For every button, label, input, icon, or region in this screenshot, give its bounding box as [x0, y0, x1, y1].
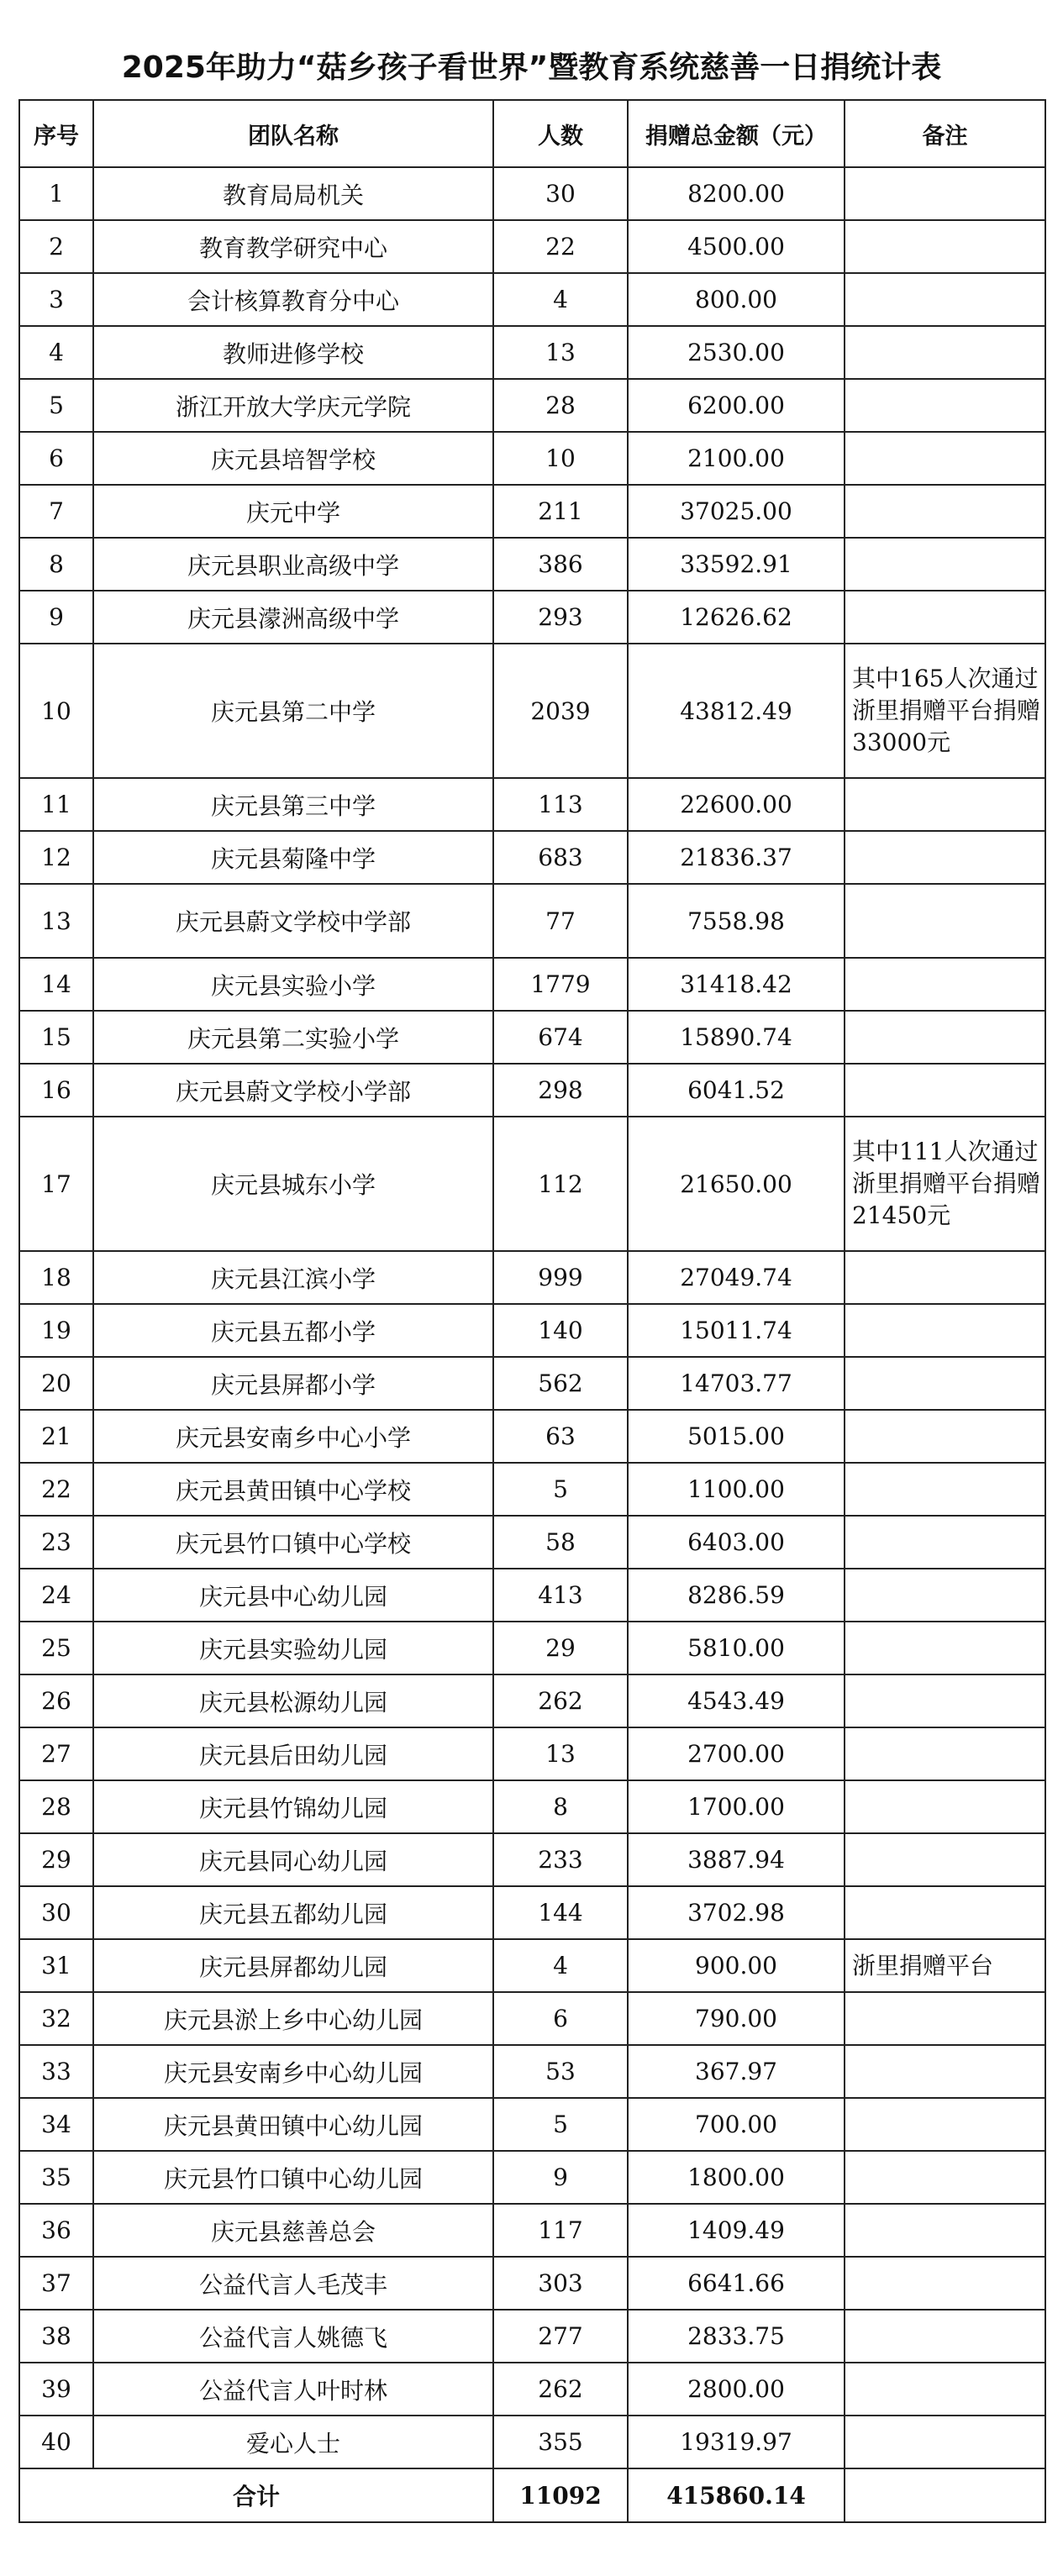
table-row [19, 1569, 1045, 1622]
row-index-cell: 8 [19, 538, 93, 591]
row-team-name-cell: 庆元县慈善总会 [93, 2204, 493, 2257]
row-amount-cell: 31418.42 [628, 958, 845, 1011]
header-people: 人数 [493, 100, 628, 167]
table-row [19, 379, 1045, 432]
row-amount-cell: 22600.00 [628, 778, 845, 831]
row-amount-cell: 3702.98 [628, 1886, 845, 1939]
row-index-cell: 24 [19, 1569, 93, 1622]
row-team-name-cell: 庆元县淤上乡中心幼儿园 [93, 1992, 493, 2045]
row-index-cell: 3 [19, 273, 93, 326]
table-row [19, 273, 1045, 326]
header-amount: 捐赠总金额（元） [628, 100, 845, 167]
row-people-cell: 562 [493, 1357, 628, 1410]
table-row [19, 884, 1045, 958]
row-amount-cell: 37025.00 [628, 485, 845, 538]
row-note-cell [845, 1304, 1045, 1357]
row-amount-cell: 7558.98 [628, 884, 845, 958]
row-team-name-cell: 庆元县安南乡中心幼儿园 [93, 2045, 493, 2098]
row-team-name-cell: 庆元县第二中学 [93, 644, 493, 778]
row-people-cell: 4 [493, 273, 628, 326]
row-team-name-cell: 庆元中学 [93, 485, 493, 538]
row-note-cell [845, 1516, 1045, 1569]
row-people-cell: 277 [493, 2310, 628, 2363]
row-note-cell [845, 1833, 1045, 1886]
row-amount-cell: 367.97 [628, 2045, 845, 2098]
row-amount-cell: 5015.00 [628, 1410, 845, 1463]
row-people-cell: 117 [493, 2204, 628, 2257]
row-note-cell [845, 884, 1045, 958]
row-team-name-cell: 公益代言人叶时林 [93, 2363, 493, 2416]
row-note-cell [845, 1569, 1045, 1622]
row-people-cell: 8 [493, 1780, 628, 1833]
row-team-name-cell: 庆元县第二实验小学 [93, 1011, 493, 1064]
row-index-cell: 22 [19, 1463, 93, 1516]
row-note-cell [845, 432, 1045, 485]
row-index-cell: 23 [19, 1516, 93, 1569]
row-amount-cell: 700.00 [628, 2098, 845, 2151]
row-team-name-cell: 公益代言人姚德飞 [93, 2310, 493, 2363]
row-note-cell [845, 326, 1045, 379]
row-note-cell [845, 1064, 1045, 1117]
row-people-cell: 298 [493, 1064, 628, 1117]
row-index-cell: 7 [19, 485, 93, 538]
row-index-cell: 36 [19, 2204, 93, 2257]
row-amount-cell: 4543.49 [628, 1674, 845, 1727]
table-row [19, 1463, 1045, 1516]
row-people-cell: 4 [493, 1939, 628, 1992]
row-index-cell: 35 [19, 2151, 93, 2204]
table-row [19, 778, 1045, 831]
row-index-cell: 28 [19, 1780, 93, 1833]
row-note-cell [845, 1727, 1045, 1780]
row-index-cell: 2 [19, 220, 93, 273]
row-team-name-cell: 庆元县屏都幼儿园 [93, 1939, 493, 1992]
total-label: 合计 [19, 2468, 493, 2522]
row-index-cell: 10 [19, 644, 93, 778]
row-people-cell: 5 [493, 2098, 628, 2151]
row-people-cell: 53 [493, 2045, 628, 2098]
row-people-cell: 10 [493, 432, 628, 485]
table-row [19, 1251, 1045, 1304]
row-note-cell [845, 2098, 1045, 2151]
row-people-cell: 22 [493, 220, 628, 273]
header-team-name: 团队名称 [93, 100, 493, 167]
row-index-cell: 5 [19, 379, 93, 432]
row-index-cell: 16 [19, 1064, 93, 1117]
header-index: 序号 [19, 100, 93, 167]
row-note-cell [845, 2363, 1045, 2416]
table-row [19, 644, 1045, 778]
table-row [19, 220, 1045, 273]
row-people-cell: 262 [493, 1674, 628, 1727]
row-amount-cell: 900.00 [628, 1939, 845, 1992]
row-index-cell: 9 [19, 591, 93, 644]
row-team-name-cell: 庆元县职业高级中学 [93, 538, 493, 591]
row-people-cell: 113 [493, 778, 628, 831]
header-note: 备注 [845, 100, 1045, 167]
row-team-name-cell: 庆元县城东小学 [93, 1117, 493, 1251]
row-amount-cell: 800.00 [628, 273, 845, 326]
row-note-cell [845, 1622, 1045, 1674]
row-index-cell: 15 [19, 1011, 93, 1064]
row-amount-cell: 1800.00 [628, 2151, 845, 2204]
row-team-name-cell: 庆元县蔚文学校中学部 [93, 884, 493, 958]
table-row [19, 2045, 1045, 2098]
row-note-cell [845, 379, 1045, 432]
row-index-cell: 14 [19, 958, 93, 1011]
row-people-cell: 233 [493, 1833, 628, 1886]
row-note-cell [845, 273, 1045, 326]
row-amount-cell: 1700.00 [628, 1780, 845, 1833]
row-note-cell [845, 1886, 1045, 1939]
row-team-name-cell: 庆元县五都幼儿园 [93, 1886, 493, 1939]
row-amount-cell: 2530.00 [628, 326, 845, 379]
row-team-name-cell: 庆元县五都小学 [93, 1304, 493, 1357]
row-team-name-cell: 公益代言人毛茂丰 [93, 2257, 493, 2310]
table-row [19, 1992, 1045, 2045]
row-people-cell: 5 [493, 1463, 628, 1516]
row-amount-cell: 8200.00 [628, 167, 845, 220]
row-team-name-cell: 庆元县黄田镇中心学校 [93, 1463, 493, 1516]
row-people-cell: 293 [493, 591, 628, 644]
row-note-cell [845, 2204, 1045, 2257]
row-amount-cell: 15011.74 [628, 1304, 845, 1357]
row-index-cell: 11 [19, 778, 93, 831]
table-row [19, 167, 1045, 220]
row-people-cell: 13 [493, 326, 628, 379]
row-index-cell: 25 [19, 1622, 93, 1674]
row-note-cell [845, 958, 1045, 1011]
table-row [19, 1622, 1045, 1674]
table-row [19, 1833, 1045, 1886]
total-row [19, 2468, 1045, 2522]
row-people-cell: 211 [493, 485, 628, 538]
row-people-cell: 303 [493, 2257, 628, 2310]
table-row [19, 1674, 1045, 1727]
row-people-cell: 674 [493, 1011, 628, 1064]
row-people-cell: 9 [493, 2151, 628, 2204]
row-index-cell: 26 [19, 1674, 93, 1727]
row-team-name-cell: 庆元县竹口镇中心幼儿园 [93, 2151, 493, 2204]
row-amount-cell: 2833.75 [628, 2310, 845, 2363]
row-index-cell: 39 [19, 2363, 93, 2416]
document-title: 2025年助力“菇乡孩子看世界”暨教育系统慈善一日捐统计表 [121, 50, 942, 85]
table-row [19, 591, 1045, 644]
table-row [19, 958, 1045, 1011]
row-people-cell: 58 [493, 1516, 628, 1569]
row-note-cell [845, 2416, 1045, 2468]
row-people-cell: 63 [493, 1410, 628, 1463]
row-team-name-cell: 浙江开放大学庆元学院 [93, 379, 493, 432]
row-amount-cell: 5810.00 [628, 1622, 845, 1674]
row-note-cell [845, 1251, 1045, 1304]
table-row [19, 1064, 1045, 1117]
row-amount-cell: 2100.00 [628, 432, 845, 485]
table-row [19, 1410, 1045, 1463]
row-note-cell [845, 1780, 1045, 1833]
row-note-cell [845, 167, 1045, 220]
row-index-cell: 6 [19, 432, 93, 485]
row-people-cell: 413 [493, 1569, 628, 1622]
row-amount-cell: 21650.00 [628, 1117, 845, 1251]
table-row [19, 1516, 1045, 1569]
row-team-name-cell: 庆元县松源幼儿园 [93, 1674, 493, 1727]
row-amount-cell: 6041.52 [628, 1064, 845, 1117]
total-people: 11092 [493, 2468, 628, 2522]
row-amount-cell: 2800.00 [628, 2363, 845, 2416]
row-people-cell: 112 [493, 1117, 628, 1251]
row-team-name-cell: 庆元县同心幼儿园 [93, 1833, 493, 1886]
row-index-cell: 32 [19, 1992, 93, 2045]
row-note-cell [845, 2045, 1045, 2098]
table-row [19, 2416, 1045, 2468]
row-team-name-cell: 庆元县安南乡中心小学 [93, 1410, 493, 1463]
table-row [19, 1357, 1045, 1410]
total-amount: 415860.14 [628, 2468, 845, 2522]
row-amount-cell: 790.00 [628, 1992, 845, 2045]
row-note-cell [845, 1410, 1045, 1463]
row-amount-cell: 1100.00 [628, 1463, 845, 1516]
row-note-cell [845, 2310, 1045, 2363]
row-team-name-cell: 庆元县实验幼儿园 [93, 1622, 493, 1674]
row-index-cell: 27 [19, 1727, 93, 1780]
row-amount-cell: 8286.59 [628, 1569, 845, 1622]
table-row [19, 485, 1045, 538]
row-team-name-cell: 庆元县黄田镇中心幼儿园 [93, 2098, 493, 2151]
row-index-cell: 13 [19, 884, 93, 958]
row-amount-cell: 14703.77 [628, 1357, 845, 1410]
row-team-name-cell: 庆元县竹口镇中心学校 [93, 1516, 493, 1569]
row-index-cell: 31 [19, 1939, 93, 1992]
row-index-cell: 34 [19, 2098, 93, 2151]
row-amount-cell: 3887.94 [628, 1833, 845, 1886]
table-row [19, 1727, 1045, 1780]
row-index-cell: 20 [19, 1357, 93, 1410]
table-body [19, 167, 1045, 2468]
row-people-cell: 2039 [493, 644, 628, 778]
row-people-cell: 13 [493, 1727, 628, 1780]
row-team-name-cell: 教育局局机关 [93, 167, 493, 220]
row-index-cell: 40 [19, 2416, 93, 2468]
row-team-name-cell: 教师进修学校 [93, 326, 493, 379]
row-people-cell: 30 [493, 167, 628, 220]
row-index-cell: 33 [19, 2045, 93, 2098]
table-header-row [19, 100, 1045, 167]
row-team-name-cell: 庆元县屏都小学 [93, 1357, 493, 1410]
row-people-cell: 29 [493, 1622, 628, 1674]
table-row [19, 1780, 1045, 1833]
row-people-cell: 1779 [493, 958, 628, 1011]
row-people-cell: 999 [493, 1251, 628, 1304]
row-team-name-cell: 会计核算教育分中心 [93, 273, 493, 326]
row-note-cell [845, 1011, 1045, 1064]
row-people-cell: 386 [493, 538, 628, 591]
row-amount-cell: 6641.66 [628, 2257, 845, 2310]
row-amount-cell: 43812.49 [628, 644, 845, 778]
total-note [845, 2468, 1045, 2522]
row-team-name-cell: 庆元县蔚文学校小学部 [93, 1064, 493, 1117]
table-row [19, 2310, 1045, 2363]
table-row [19, 2204, 1045, 2257]
table-row [19, 831, 1045, 884]
row-note-cell [845, 538, 1045, 591]
row-amount-cell: 4500.00 [628, 220, 845, 273]
table-row [19, 2363, 1045, 2416]
row-team-name-cell: 爱心人士 [93, 2416, 493, 2468]
row-people-cell: 140 [493, 1304, 628, 1357]
row-team-name-cell: 庆元县濛洲高级中学 [93, 591, 493, 644]
donation-table [18, 99, 1046, 2523]
row-team-name-cell: 教育教学研究中心 [93, 220, 493, 273]
row-index-cell: 19 [19, 1304, 93, 1357]
row-amount-cell: 2700.00 [628, 1727, 845, 1780]
row-people-cell: 355 [493, 2416, 628, 2468]
row-amount-cell: 6200.00 [628, 379, 845, 432]
row-team-name-cell: 庆元县第三中学 [93, 778, 493, 831]
table-row [19, 1011, 1045, 1064]
table-row [19, 1886, 1045, 1939]
row-note-cell [845, 2257, 1045, 2310]
row-note-cell [845, 1992, 1045, 2045]
table-row [19, 2257, 1045, 2310]
row-amount-cell: 12626.62 [628, 591, 845, 644]
table-row [19, 1304, 1045, 1357]
table-row [19, 2151, 1045, 2204]
table-row [19, 538, 1045, 591]
row-amount-cell: 6403.00 [628, 1516, 845, 1569]
row-index-cell: 1 [19, 167, 93, 220]
row-team-name-cell: 庆元县菊隆中学 [93, 831, 493, 884]
row-team-name-cell: 庆元县实验小学 [93, 958, 493, 1011]
row-note-cell [845, 220, 1045, 273]
table-row [19, 2098, 1045, 2151]
row-amount-cell: 1409.49 [628, 2204, 845, 2257]
row-team-name-cell: 庆元县培智学校 [93, 432, 493, 485]
row-index-cell: 38 [19, 2310, 93, 2363]
row-index-cell: 21 [19, 1410, 93, 1463]
row-team-name-cell: 庆元县竹锦幼儿园 [93, 1780, 493, 1833]
row-note-cell [845, 778, 1045, 831]
row-people-cell: 28 [493, 379, 628, 432]
row-note-cell: 其中165人次通过浙里捐赠平台捐赠33000元 [845, 644, 1045, 778]
row-team-name-cell: 庆元县中心幼儿园 [93, 1569, 493, 1622]
row-note-cell [845, 831, 1045, 884]
row-note-cell [845, 1463, 1045, 1516]
row-note-cell: 浙里捐赠平台 [845, 1939, 1045, 1992]
row-index-cell: 29 [19, 1833, 93, 1886]
row-amount-cell: 21836.37 [628, 831, 845, 884]
table-row [19, 432, 1045, 485]
table-row [19, 1939, 1045, 1992]
row-note-cell [845, 2151, 1045, 2204]
table-row [19, 1117, 1045, 1251]
row-people-cell: 144 [493, 1886, 628, 1939]
row-index-cell: 30 [19, 1886, 93, 1939]
row-people-cell: 262 [493, 2363, 628, 2416]
row-team-name-cell: 庆元县后田幼儿园 [93, 1727, 493, 1780]
row-amount-cell: 33592.91 [628, 538, 845, 591]
row-index-cell: 12 [19, 831, 93, 884]
row-index-cell: 18 [19, 1251, 93, 1304]
row-index-cell: 37 [19, 2257, 93, 2310]
table-row [19, 326, 1045, 379]
row-note-cell [845, 1674, 1045, 1727]
row-people-cell: 77 [493, 884, 628, 958]
row-index-cell: 4 [19, 326, 93, 379]
row-amount-cell: 15890.74 [628, 1011, 845, 1064]
row-people-cell: 6 [493, 1992, 628, 2045]
row-amount-cell: 27049.74 [628, 1251, 845, 1304]
row-people-cell: 683 [493, 831, 628, 884]
row-note-cell [845, 1357, 1045, 1410]
row-note-cell: 其中111人次通过浙里捐赠平台捐赠21450元 [845, 1117, 1045, 1251]
row-note-cell [845, 591, 1045, 644]
row-note-cell [845, 485, 1045, 538]
row-index-cell: 17 [19, 1117, 93, 1251]
row-team-name-cell: 庆元县江滨小学 [93, 1251, 493, 1304]
row-amount-cell: 19319.97 [628, 2416, 845, 2468]
